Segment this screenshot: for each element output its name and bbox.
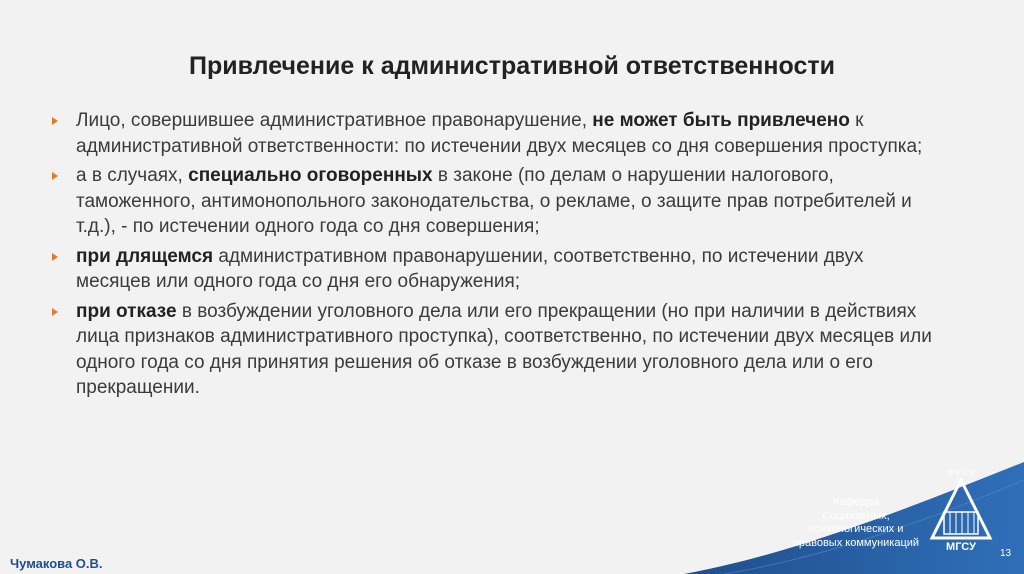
bullet-bold-text: не может быть привлечено [592, 110, 850, 131]
department-line: правовых коммуникаций [792, 536, 920, 549]
department-line: Кафедра [832, 496, 880, 508]
department-line: Социальных, [822, 509, 890, 522]
bullet-text: в законе (по делам о нарушении налогового, таможенного, антимонопольного законодательства, о рекламе, о защите прав потребителей и т.д.), - по истечении одного года со дня совершения; [76, 165, 912, 237]
logo-bottom-text: МГСУ [946, 541, 976, 552]
bullet-bold-text: при отказе [76, 300, 177, 322]
bullet-text: Лицо, совершившее административное правонарушение, [76, 110, 593, 131]
mgsu-logo-icon [926, 466, 996, 552]
bullet-item [52, 244, 932, 295]
logo-top-text: м и с и [946, 467, 976, 477]
department-line: психологических и [808, 523, 904, 535]
author-name: Чумакова О.В. [10, 556, 103, 571]
page-number: 13 [1000, 548, 1012, 559]
bullet-text: административном правонарушении, соответственно, по истечении двух месяцев или одного года со дня его обнаружения; [76, 245, 864, 292]
department-label [778, 496, 934, 550]
bullet-list [52, 108, 932, 405]
bullet-text: к административной ответственности: по истечении двух месяцев со дня совершения проступка; [76, 110, 923, 157]
bullet-item [52, 299, 932, 401]
bullet-item [52, 108, 932, 159]
bullet-bold-text: специально оговоренных [188, 165, 433, 186]
slide-title: Привлечение к административной ответственности [189, 52, 835, 80]
bullet-text: в возбуждении уголовного дела или его прекращении (но при наличии в действиях лица признаков административного проступка), соответственно, по истечении двух месяцев или одного года со дня принятия решения об отказе в возбуждении уголовного дела или о его прекращении. [76, 300, 932, 398]
bullet-item [52, 163, 932, 240]
bullet-arrow-icon [52, 172, 58, 180]
bullet-arrow-icon [52, 117, 58, 125]
bullet-arrow-icon [52, 308, 58, 316]
bullet-bold-text: при длящемся [76, 245, 214, 267]
bullet-text: а в случаях, [76, 165, 189, 186]
bullet-arrow-icon [52, 253, 58, 261]
